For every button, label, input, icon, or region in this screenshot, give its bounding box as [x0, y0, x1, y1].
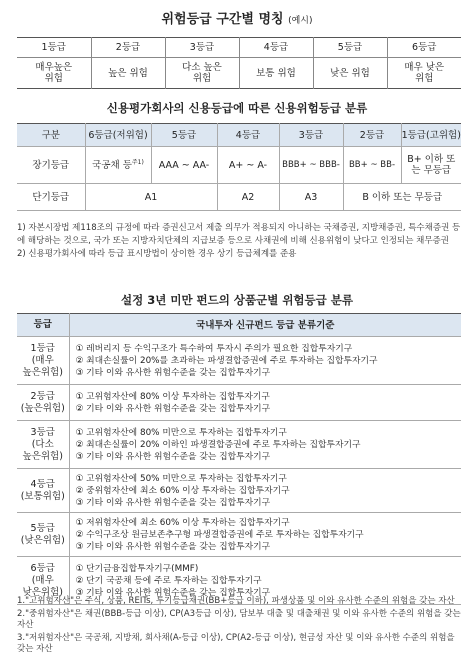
fund-grade-cell: [17, 513, 69, 557]
fund-row: [17, 469, 461, 513]
grade-cell: 6등급: [387, 38, 461, 58]
credit-grade-title: 신용평가회사의 신용등급에 따른 신용위험등급 분류: [106, 101, 368, 115]
credit-grade-table: [17, 123, 461, 211]
fund-criteria-cell: [69, 385, 461, 421]
long-term-text: 국공채 등: [92, 159, 132, 171]
long-term-cell: AAA ~ AA-: [151, 147, 217, 184]
long-term-cell: BBB+ ~ BBB-: [279, 147, 343, 184]
grade-name-line: 위험: [192, 73, 212, 84]
fund-grade-line: (낮은위험): [20, 534, 65, 546]
grade-name-cell: [17, 58, 91, 89]
fund-grade-line: 높은위험): [22, 450, 63, 462]
criteria-item: ① 레버리지 등 수익구조가 특수하여 투자시 주의가 필요한 집합투자기구: [75, 343, 353, 354]
criteria-item: ② 최대손실률이 20%를 초과하는 파생결합증권에 주로 투자하는 집합투자기구: [75, 355, 378, 366]
fund-grade-line: 6등급: [30, 562, 55, 574]
credit-header-cell: 2등급: [343, 124, 401, 147]
criteria-item: ② 최대손실률이 20% 이하인 파생결합증권에 주로 투자하는 집합투자기구: [75, 439, 361, 450]
criteria-item: ② 기타 이와 유사한 위험수준을 갖는 집합투자기구: [75, 403, 271, 414]
grade-name-line: 보통 위험: [256, 67, 296, 79]
long-term-cell: [85, 147, 151, 184]
criteria-item: ③ 기타 이와 유사한 위험수준을 갖는 집합투자기구: [75, 541, 271, 552]
short-term-cell: A3: [279, 184, 343, 211]
fund-grade-cell: [17, 421, 69, 469]
asset-footnotes: [17, 596, 463, 655]
fund-grade-line: (보통위험): [20, 490, 65, 502]
short-term-cell: A1: [85, 184, 217, 211]
grade-names-table: [17, 37, 461, 89]
fund-grade-line: 5등급: [30, 522, 55, 534]
fund-grade-line: 3등급: [30, 426, 55, 438]
criteria-item: ② 중위험자산에 최소 60% 이상 투자하는 집합투자기구: [75, 485, 290, 496]
grade-names-title-text: 위험등급 구간별 명칭: [161, 12, 284, 27]
criteria-item: ③ 기타 이와 유사한 위험수준을 갖는 집합투자기구: [75, 497, 271, 508]
grade-cell: 3등급: [165, 38, 239, 58]
fund-header-row: [17, 314, 461, 337]
grade-names-title: [0, 8, 474, 27]
long-term-label: 장기등급: [17, 147, 85, 184]
criteria-item: ① 고위험자산에 80% 미만으로 투자하는 집합투자기구: [75, 427, 287, 438]
fund-grade-line: 2등급: [30, 390, 55, 402]
grade-name-cell: [387, 58, 461, 89]
fund-criteria-cell: [69, 337, 461, 385]
grade-name-cell: [91, 58, 165, 89]
fund-grade-line: 낮은위험): [22, 586, 63, 598]
short-term-row: [17, 184, 461, 211]
short-term-label: 단기등급: [17, 184, 85, 211]
footnote-marker: 주1): [131, 158, 144, 166]
grade-name-line: 높은 위험: [108, 67, 148, 79]
criteria-item: ③ 기타 이와 유사한 위험수준을 갖는 집합투자기구: [75, 451, 271, 462]
grade-header-row: [17, 38, 461, 58]
credit-header-cell: 4등급: [217, 124, 279, 147]
grade-cell: 1등급: [17, 38, 91, 58]
grade-name-line: 매우 낮은: [404, 62, 445, 73]
short-term-cell: A2: [217, 184, 279, 211]
grade-name-cell: [239, 58, 313, 89]
fund-criteria-cell: [69, 469, 461, 513]
criteria-item: ① 고위험자산에 50% 미만으로 투자하는 집합투자기구: [75, 473, 287, 484]
fund-grade-line: 4등급: [30, 478, 55, 490]
long-term-cell: BB+ ~ BB-: [343, 147, 401, 184]
fund-grade-line: (매우: [31, 354, 54, 366]
fund-row: [17, 385, 461, 421]
criteria-item: ② 단기 국공채 등에 주로 투자하는 집합투자기구: [75, 575, 262, 586]
credit-note: 1) 자본시장법 제118조의 규정에 따라 증권신고서 제출 의무가 적용되지 아니하는 국채증권, 지방채증권, 특수채증권 등에 해당하는 것으로, 국가 또는 지방자치단체의 지급보증 등으로 사채권에 비해 신용위험이 낮다고 인정되는 채무증권: [17, 223, 461, 246]
asset-footnote: 3."저위험자산"은 국공채, 지방채, 회사채(A-등급 이상), CP(A2-등급 이상), 현금성 자산 및 이와 유사한 수준의 위험을 갖는 자산: [17, 633, 455, 654]
grade-name-cell: [165, 58, 239, 89]
short-term-cell: B 이하 또는 무등급: [343, 184, 461, 211]
fund-grade-cell: [17, 337, 69, 385]
grade-name-line: 매우높은: [35, 62, 73, 73]
criteria-item: ③ 기타 이와 유사한 위험수준을 갖는 집합투자기구: [75, 587, 271, 598]
grade-name-line: 낮은 위험: [330, 67, 370, 79]
fund-header-criteria: 국내투자 신규펀드 등급 분류기준: [69, 314, 461, 337]
long-term-cell: B+ 이하 또는 무등급: [401, 147, 461, 184]
fund-grade-line: 1등급: [30, 342, 55, 354]
fund-grade-line: (매우: [31, 574, 54, 586]
credit-note: 2) 신용평가회사에 따라 등급 표시방법이 상이한 경우 상기 등급체계를 준용: [17, 249, 297, 259]
long-term-row: [17, 147, 461, 184]
grade-name-cell: [313, 58, 387, 89]
credit-header-cell: 6등급(저위험): [85, 124, 151, 147]
grade-cell: 5등급: [313, 38, 387, 58]
fund-risk-title: 설정 3년 미만 펀드의 상품군별 위험등급 분류: [121, 293, 353, 307]
credit-header-cell: 5등급: [151, 124, 217, 147]
fund-criteria-cell: [69, 421, 461, 469]
criteria-item: ③ 기타 이와 유사한 위험수준을 갖는 집합투자기구: [75, 367, 271, 378]
fund-row: [17, 337, 461, 385]
criteria-item: ① 고위험자산에 80% 이상 투자하는 집합투자기구: [75, 391, 270, 402]
fund-grade-line: 높은위험): [22, 366, 63, 378]
grade-cell: 4등급: [239, 38, 313, 58]
fund-risk-table: [17, 313, 461, 605]
credit-header-cell: 1등급(고위험): [401, 124, 461, 147]
fund-grade-line: (높은위험): [20, 402, 65, 414]
long-term-cell: A+ ~ A-: [217, 147, 279, 184]
grade-name-row: [17, 58, 461, 89]
criteria-item: ① 저위험자산에 최소 60% 이상 투자하는 집합투자기구: [75, 517, 290, 528]
asset-footnote: 2."중위험자산"은 채권(BBB-등급 이상), CP(A3등급 이상), 담보부 대출 및 대출채권 및 이와 유사한 수준의 위험을 갖는 자산: [17, 609, 461, 630]
credit-notes: [17, 222, 463, 261]
fund-row: [17, 513, 461, 557]
fund-criteria-cell: [69, 513, 461, 557]
fund-grade-cell: [17, 385, 69, 421]
criteria-item: ① 단기금융집합투자기구(MMF): [75, 563, 199, 574]
credit-header-row: [17, 124, 461, 147]
fund-header-grade: 등급: [17, 314, 69, 337]
grade-name-line: 위험: [44, 73, 63, 84]
fund-row: [17, 421, 461, 469]
grade-cell: 2등급: [91, 38, 165, 58]
asset-footnote: 1."고위험자산"은 주식, 상품, REITs, 투기등급채권(BB+등급 이하), 파생상품 및 이와 유사한 수준의 위험을 갖는 자산: [17, 596, 455, 606]
fund-grade-line: (다소: [31, 438, 54, 450]
grade-name-line: 다소 높은: [182, 62, 222, 73]
grade-name-line: 위험: [415, 73, 434, 84]
credit-header-cell: 3등급: [279, 124, 343, 147]
criteria-item: ② 수익구조상 원금보존추구형 파생결합증권에 주로 투자하는 집합투자기구: [75, 529, 364, 540]
credit-header-cell: 구분: [17, 124, 85, 147]
fund-grade-cell: [17, 469, 69, 513]
grade-names-title-suffix: (예시): [288, 16, 313, 26]
